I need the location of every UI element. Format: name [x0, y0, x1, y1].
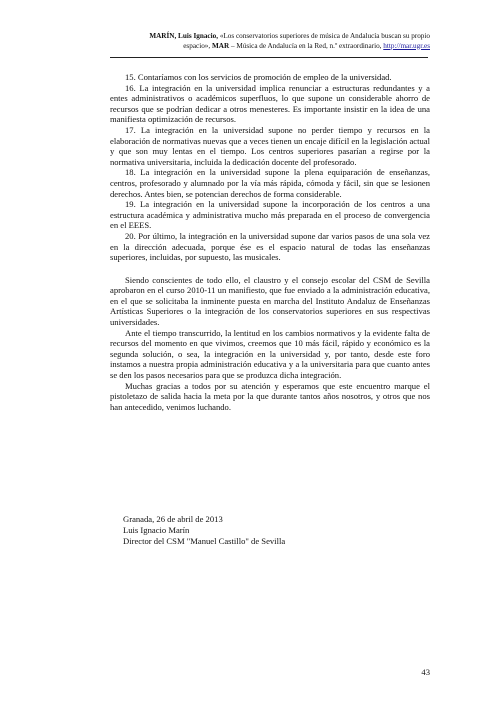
paragraph-18: 18. La integración en la universidad supone la plena equiparación de enseñanzas, centros, profesorado y alumnado por la vía más rápida, cómoda y fácil, sin que se lesionen derechos. Antes bien, se potencian derechos de forma considerable.: [110, 167, 430, 199]
signature-block: [123, 514, 423, 547]
paragraph-manifesto: Siendo conscientes de todo ello, el claustro y el consejo escolar del CSM de Sevilla aprobaron en el curso 2010-11 un manifiesto, que fue enviado a la administración educativa, en el que se solicitaba la inminente puesta en marcha del Instituto Andaluz de Enseñanzas Artísticas Superiores o la integración de los conservatorios superiores en sus respectivas universidades.: [110, 274, 430, 328]
spacer: [110, 263, 430, 275]
paragraph-16: 16. La integración en la universidad implica renunciar a estructuras redundantes y a entes administrativos o académicos superfluos, lo que supone un considerable ahorro de recursos que se podrían dedicar a otros menesteres. Es importante insistir en la idea de una manifiesta optimización de recursos.: [110, 82, 430, 125]
body-text: [110, 72, 430, 412]
header-title-end: espacio»,: [183, 41, 212, 50]
signature-name: Luis Ignacio Marín: [123, 525, 190, 535]
page-number: 43: [421, 667, 430, 677]
paragraph-thanks: Muchas gracias a todos por su atención y esperamos que este encuentro marque el pistoletazo de salida hacia la meta por la que durante tantos años nosotros, y otros que nos han antecedido, venimos luchando.: [110, 380, 430, 412]
header-journal-rest: – Música de Andalucía en la Red, n.º extraordinario,: [229, 41, 384, 50]
header-rule: [110, 57, 428, 58]
signature-role: Director del CSM "Manuel Castillo" de Sevilla: [123, 536, 286, 546]
header-link[interactable]: http://mar.ugr.es: [383, 41, 430, 50]
paragraph-17: 17. La integración en la universidad supone no perder tiempo y recursos en la elaboración de normativas nuevas que a veces tienen un encaje difícil en la legislación actual y que son muy lentas en el tiempo. Los centros superiores pasarían a regirse por la normativa universitaria, incluida la dedicación docente del profesorado.: [110, 124, 430, 167]
header-line-2: [96, 42, 430, 52]
paragraph-19: 19. La integración en la universidad supone la incorporación de los centros a una estructura académica y administrativa mucho más preparada en el proceso de convergencia en el EEES.: [110, 199, 430, 231]
header-author: MARÍN, Luis Ignacio,: [149, 32, 219, 40]
header-title: «Los conservatorios superiores de música de Andalucía buscan su propio: [218, 32, 430, 40]
paragraph-integration: Ante el tiempo transcurrido, la lentitud en los cambios normativos y la evidente falta de recursos del momento en que vivimos, creemos que 10 más fácil, rápido y económico es la segunda solución, o sea, la integración en la universidad y, por tanto, desde este foro instamos a nuestra propia administración educativa y a la universitaria para que cuanto antes se den los pasos necesarios para que se produzca dicha integración.: [110, 327, 430, 381]
running-header: [96, 32, 430, 51]
paragraph-15: 15. Contaríamos con los servicios de promoción de empleo de la universidad.: [125, 72, 392, 82]
paragraph-20: 20. Por último, la integración en la universidad supone dar varios pasos de una sola vez en la dirección adecuada, porque ése es el espacio natural de todas las enseñanzas superiores, incluidas, por supuesto, las musicales.: [110, 230, 430, 263]
header-line-1: [96, 32, 430, 42]
header-journal: MAR: [211, 41, 230, 50]
signature-place-date: Granada, 26 de abril de 2013: [123, 514, 223, 524]
